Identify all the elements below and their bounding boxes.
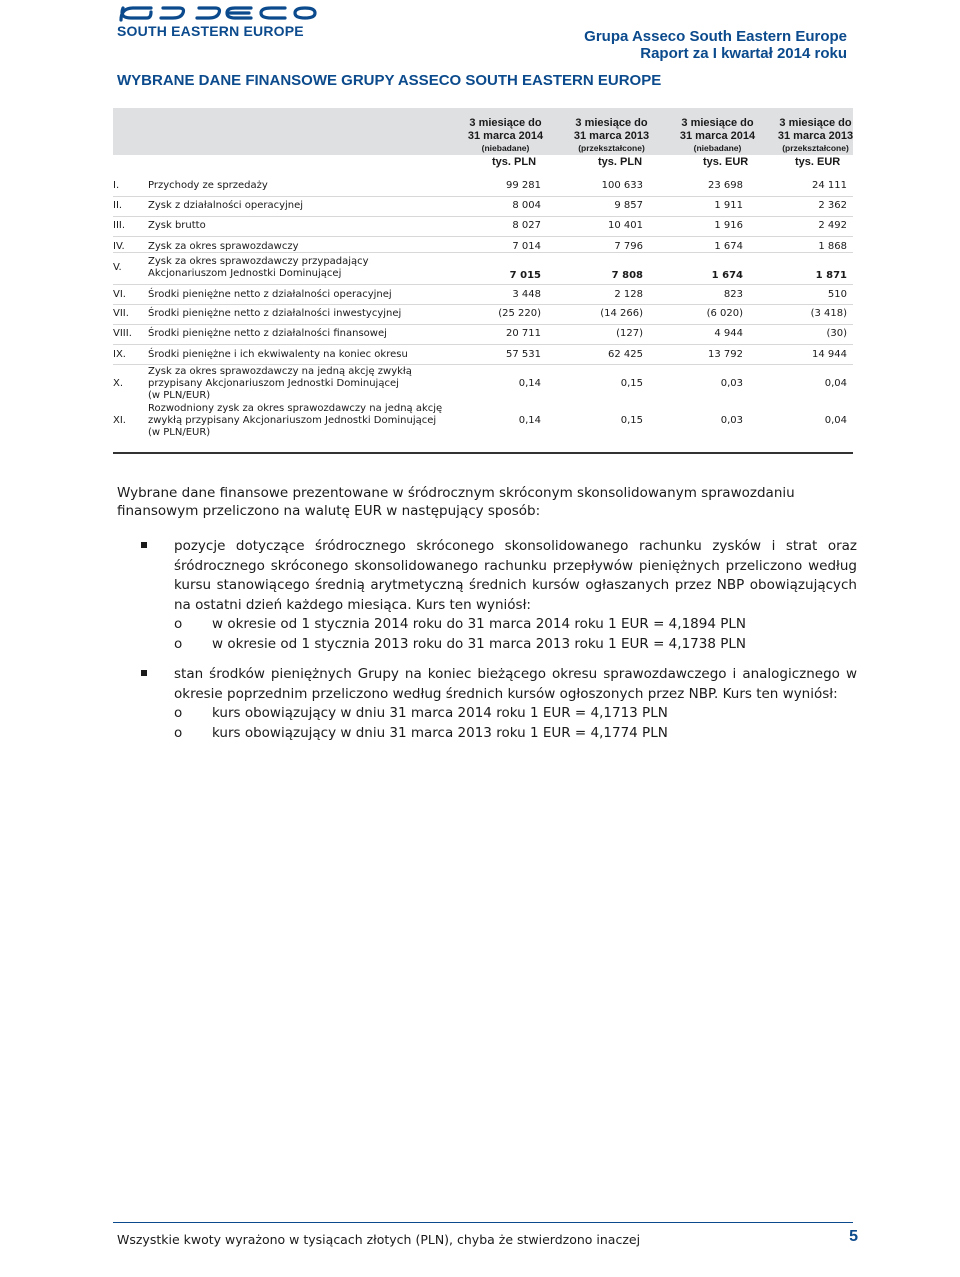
square-bullet-icon — [141, 542, 147, 548]
section-title: WYBRANE DANE FINANSOWE GRUPY ASSECO SOUTH EASTERN EUROPE — [117, 72, 662, 89]
row-divider — [113, 236, 853, 237]
group-name: Grupa Asseco South Eastern Europe — [584, 28, 847, 45]
list-item: o w okresie od 1 stycznia 2013 roku do 31 marca 2013 roku 1 EUR = 4,1738 PLN — [174, 635, 857, 655]
row-divider — [113, 304, 853, 305]
list-item: o kurs obowiązujący w dniu 31 marca 2013 roku 1 EUR = 4,1774 PLN — [174, 724, 857, 744]
financial-table: 3 miesiące do 31 marca 2014 (niebadane) 3 miesiące do 31 marca 2013 (przekształcone) 3 miesiące do 31 marca 2014 (niebadane) 3 miesiące do 31 marca 2013 (przekształcone) tys. PLN tys. PLN tys. EUR tys. EUR I. Przychody ze sprzedaży 99 281 100 633 23 698 24 111 II. Zysk z działalności operacyjnej 8 004 9 857 1 911 2 362 III. Zysk brutto 8 027 10 401 1 916 2 492 IV. Zysk za okres sprawozdawczy 7 014 7 796 1 674 1 868 V. Zysk za okres sprawozdawczy przypadający Akcjonariuszom Jednostki Dominującej 7 015 7 808 1 674 1 871 VI. Środki pieniężne netto z działalności operacyjnej 3 448 2 128 823 510 VII. Środki pieniężne netto z działalności inwestycyjnej (25 220) (14 266) (6 020) (3 418) VIII. Środki pieniężne netto z działalności finansowej 20 711 (127) 4 944 (30) IX. Środki pieniężne i ich ekwiwalenty na koniec okresu 57 531 62 425 13 792 14 944 X. Zysk za okres sprawozdawczy na jedną akcję zwykłą przypisany Akcjonariuszom Jednostki Dominującej (w PLN/EUR) 0,14 0,15 0,03 0,04 XI. Rozwodniony zysk za okres sprawozdawczy na jedną akcję zwykłą przypisany Akcjonariuszom Jednostki Dominującej (w PLN/EUR) 0,14 0,15 0,03 0,04 — [113, 108, 853, 453]
column-header: 3 miesiące do 31 marca 2014 (niebadane) — [679, 117, 756, 153]
row-divider — [113, 344, 853, 345]
bullet-text: pozycje dotyczące śródrocznego skróconego skonsolidowanego rachunku zysków i strat oraz śródrocznego skróconego skonsolidowanego rachunku przepływów pieniężnych przeliczono według kursu stanowiącego średnią arytmetyczną średnich kursów ogłaszanych przez NBP obowiązujących na ostatni dzień każdego miesiąca. Kurs ten wyniósł: — [174, 538, 857, 613]
circle-bullet-icon: o — [174, 705, 183, 721]
list-item: o kurs obowiązujący w dniu 31 marca 2014 roku 1 EUR = 4,1713 PLN — [174, 704, 857, 724]
unit-label: tys. PLN — [492, 156, 537, 168]
row-divider — [113, 324, 853, 325]
intro-paragraph: Wybrane dane finansowe prezentowane w śródrocznym skróconym skonsolidowanym sprawozdaniu finansowym przeliczono na walutę EUR w następujący sposób: — [117, 485, 795, 519]
footer-note: Wszystkie kwoty wyrażono w tysiącach złotych (PLN), chyba że stwierdzono inaczej — [117, 1232, 641, 1247]
report-header — [584, 28, 847, 62]
unit-label: tys. PLN — [598, 156, 643, 168]
bullet-text: stan środków pieniężnych Grupy na koniec bieżącego okresu sprawozdawczego i analogicznego w okresie poprzednim przeliczono według średnich kursów ogłoszonych przez NBP. Kurs ten wyniósł: — [174, 666, 857, 702]
row-divider — [113, 364, 853, 365]
table-row: XI. Rozwodniony zysk za okres sprawozdawczy na jedną akcję zwykłą przypisany Akcjonariuszom Jednostki Dominującej (w PLN/EUR) 0,14 0,15 0,03 0,04 — [113, 403, 847, 438]
row-divider — [113, 252, 853, 253]
square-bullet-icon — [141, 670, 147, 676]
table-row: V. Zysk za okres sprawozdawczy przypadający Akcjonariuszom Jednostki Dominującej 7 015 7 808 1 674 1 871 — [113, 256, 847, 281]
row-divider — [113, 196, 853, 197]
column-header: 3 miesiące do 31 marca 2013 (przekształcone) — [777, 117, 854, 153]
row-divider — [113, 284, 853, 285]
circle-bullet-icon: o — [174, 635, 183, 652]
bullet-item — [117, 537, 857, 654]
logo-subtitle: SOUTH EASTERN EUROPE — [117, 23, 304, 39]
column-header: 3 miesiące do 31 marca 2013 (przekształcone) — [573, 117, 650, 153]
bullet-item — [117, 665, 857, 743]
table-bottom-rule — [113, 452, 853, 454]
unit-label: tys. EUR — [703, 156, 749, 168]
circle-bullet-icon: o — [174, 616, 183, 632]
report-title: Raport za I kwartał 2014 roku — [640, 45, 847, 62]
column-header: 3 miesiące do 31 marca 2014 (niebadane) — [467, 117, 544, 153]
row-divider — [113, 216, 853, 217]
table-row: X. Zysk za okres sprawozdawczy na jedną akcję zwykłą przypisany Akcjonariuszom Jednostki Dominującej (w PLN/EUR) 0,14 0,15 0,03 0,04 — [113, 366, 847, 401]
circle-bullet-icon: o — [174, 724, 183, 741]
unit-label: tys. EUR — [795, 156, 841, 168]
footer-rule — [113, 1222, 853, 1223]
page-number: 5 — [849, 1228, 858, 1245]
list-item: o w okresie od 1 stycznia 2014 roku do 31 marca 2014 roku 1 EUR = 4,1894 PLN — [174, 615, 857, 635]
